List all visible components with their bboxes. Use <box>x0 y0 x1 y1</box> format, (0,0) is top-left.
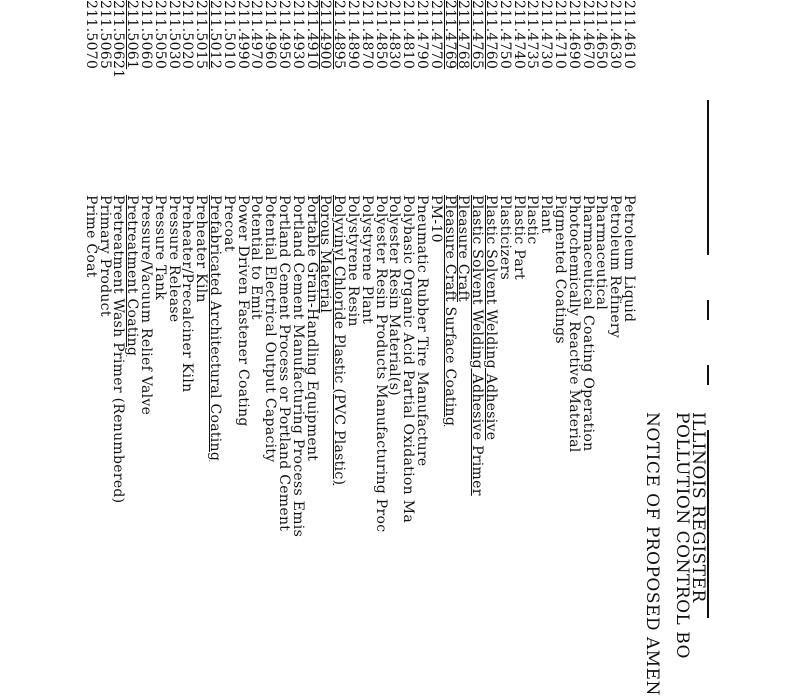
section-number: 211.50621 <box>110 0 127 79</box>
defined-term: Pneumatic Rubber Tire Manufacture <box>414 195 430 467</box>
section-number: 211.5015 <box>193 0 210 70</box>
section-number: 211.5020 <box>179 0 196 70</box>
section-number: 211.4770 <box>427 0 444 70</box>
defined-term: Pleasure Craft <box>455 195 472 302</box>
section-number: 211.5050 <box>151 0 168 70</box>
header-rule-mark-2 <box>707 365 709 385</box>
defined-term: Plastic Solvent Welding Adhesive <box>483 195 499 441</box>
defined-term: PM-10 <box>427 195 444 243</box>
notice-title: NOTICE OF PROPOSED AMEN <box>642 412 662 696</box>
register-title: ILLINOIS REGISTER <box>688 412 708 603</box>
defined-term: Polybasic Organic Acid Partial Oxidation Ma <box>400 195 417 523</box>
section-number: 211.4735 <box>524 0 541 70</box>
defined-term: Porous Material <box>317 195 334 314</box>
defined-term: Pretreatment Wash Primer (Renumbered) <box>110 195 127 504</box>
defined-term: Plastic Part <box>510 195 527 280</box>
board-title: POLLUTION CONTROL BO <box>672 412 692 659</box>
defined-term: Polystyrene Resin <box>345 195 361 327</box>
defined-term: Potential to Emit <box>248 195 265 320</box>
defined-term: Pressure Tank <box>151 195 168 301</box>
defined-term: Pigmented Coatings <box>552 195 568 344</box>
section-number: 211.4890 <box>345 0 361 70</box>
defined-term: Prime Coat <box>82 195 99 278</box>
section-number: 211.4960 <box>262 0 279 70</box>
section-number: 211.4850 <box>372 0 389 70</box>
section-number: 211.5012 <box>207 0 223 70</box>
section-number: 211.4769 <box>441 0 458 70</box>
section-number: 211.4710 <box>552 0 568 70</box>
defined-term: Photochemically Reactive Material <box>565 195 582 453</box>
defined-term: Potential Electrical Output Capacity <box>262 195 279 463</box>
section-number: 211.4740 <box>510 0 527 70</box>
section-number: 211.4730 <box>538 0 555 70</box>
defined-term: Plasticizers <box>496 195 513 280</box>
defined-term: Primary Product <box>96 195 113 317</box>
defined-term: Plant <box>538 195 555 234</box>
section-number: 211.4810 <box>400 0 417 70</box>
defined-term: Portable Grain-Handling Equipment <box>303 195 320 462</box>
section-number: 211.5061 <box>124 0 141 70</box>
section-number: 211.4910 <box>303 0 320 70</box>
section-number: 211.5065 <box>96 0 113 70</box>
section-number: 211.4760 <box>483 0 499 70</box>
section-number: 211.4870 <box>358 0 375 70</box>
section-number: 211.4610 <box>621 0 637 70</box>
defined-term: Power Driven Fastener Coating <box>234 195 251 427</box>
section-number: 211.4690 <box>565 0 582 70</box>
defined-term: Polyester Resin Products Manufacturing Proc <box>372 195 389 533</box>
section-number: 211.5010 <box>220 0 237 70</box>
section-number: 211.4900 <box>317 0 334 70</box>
section-number: 211.4950 <box>276 0 292 70</box>
section-number: 211.4790 <box>414 0 430 70</box>
section-number: 211.5060 <box>138 0 154 70</box>
header-rule-mark-1 <box>707 300 709 320</box>
defined-term: Pharmaceutical Coating Operation <box>579 195 596 452</box>
section-number: 211.4895 <box>331 0 348 70</box>
defined-term: Portland Cement Process or Portland Cement <box>276 195 292 532</box>
defined-term: Polyvinyl Chloride Plastic (PVC Plastic) <box>331 195 348 486</box>
defined-term: Petroleum Liquid <box>621 195 637 323</box>
defined-term: Polystyrene Plant <box>358 195 375 325</box>
defined-term: Petroleum Refinery <box>607 195 624 339</box>
section-number: 211.5030 <box>165 0 182 70</box>
header-rule-left <box>707 100 709 255</box>
defined-term: Plastic Solvent Welding Adhesive Primer <box>469 195 486 496</box>
section-number: 211.4990 <box>234 0 251 70</box>
section-number: 211.4630 <box>607 0 624 70</box>
section-number: 211.4750 <box>496 0 513 70</box>
section-number: 211.5070 <box>82 0 99 70</box>
defined-term: Polyester Resin Material(s) <box>386 195 403 396</box>
section-number: 211.4650 <box>593 0 610 70</box>
section-number: 211.4970 <box>248 0 265 70</box>
section-number: 211.4830 <box>386 0 403 70</box>
section-number: 211.4670 <box>579 0 596 70</box>
defined-term: Pressure Release <box>165 195 182 323</box>
section-number: 211.4765 <box>469 0 486 70</box>
defined-term: Pretreatment Coating <box>124 195 141 357</box>
defined-term: Prefabricated Architectural Coating <box>207 195 223 462</box>
defined-term: Pleasure Craft Surface Coating <box>441 195 458 427</box>
defined-term: Pressure/Vacuum Relief Valve <box>138 195 154 416</box>
section-number: 211.4930 <box>289 0 306 70</box>
defined-term: Portland Cement Manufacturing Process Emis <box>289 195 306 538</box>
section-number: 211.4768 <box>455 0 472 70</box>
defined-term: Pharmaceutical <box>593 195 610 311</box>
defined-term: Plastic <box>524 195 541 245</box>
defined-term: Precoat <box>220 195 237 252</box>
defined-term: Preheater Kiln <box>193 195 210 303</box>
defined-term: Preheater/Precalciner Kiln <box>179 195 196 393</box>
